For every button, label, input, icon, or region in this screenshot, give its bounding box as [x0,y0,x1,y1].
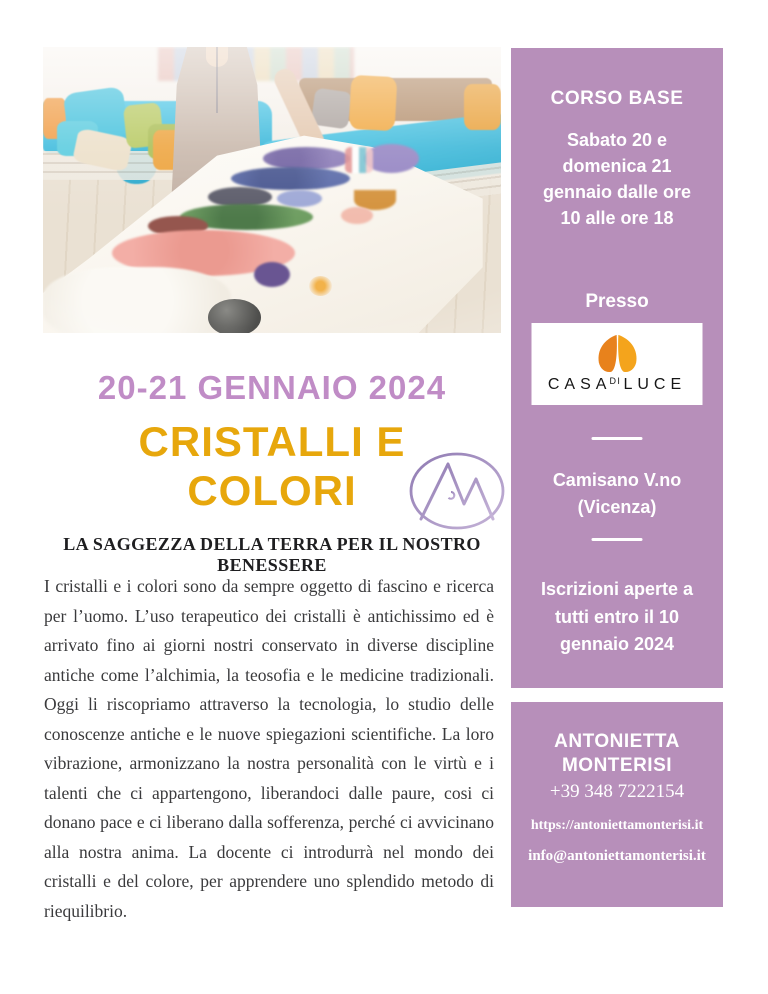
course-schedule: Sabato 20 e domenica 21 gennaio dalle ore 10 alle ore 18 [542,130,692,228]
course-level-label: CORSO BASE [550,88,684,109]
casa-di-luce-logo [532,323,703,405]
instructor-name: ANTONIETTA MONTERISI [554,731,680,776]
website-link[interactable]: https://antoniettamonterisi.it [530,818,704,833]
wordmark-casa: CASA [547,376,612,393]
sidebar-contact [511,702,723,907]
divider [592,538,643,541]
subtitle: LA SAGGEZZA DELLA TERRA PER IL NOSTRO BENESSERE [63,534,481,575]
divider [592,437,643,440]
email-link[interactable]: info@antoniettamonterisi.it [528,848,706,864]
wordmark-luce: LUCE [623,376,687,393]
casa-di-luce-wordmark [548,376,686,394]
course-title: CRISTALLI E COLORI [138,418,406,514]
photo-light-wash-overlay [43,47,501,333]
phone-number: +39 348 7222154 [549,781,685,802]
venue-location: Camisano V.no (Vicenza) [552,470,682,517]
date-heading: 20-21 GENNAIO 2024 [97,369,447,406]
antonietta-monterisi-monogram-logo [407,451,507,531]
registration-deadline: Iscrizioni aperte a tutti entro il 10 gennaio 2024 [540,579,694,654]
wordmark-di: DI [609,376,622,386]
body-paragraph: I cristalli e i colori sono da sempre oggetto di fascino e ricerca per l’uomo. L’uso terapeutico dei cristalli è antichissimo ed è arrivato fino ai giorni nostri conservato in diverse discipline antiche come l’alchimia, la teosofia e le medicine tradizionali. Oggi li riscopriamo attraverso la tecnologia, lo studio delle conoscenze antiche e le nuove spiegazioni scientifiche. La loro vibrazione, armonizzano la nostra personalità con le virtù e i talenti che ci appartengono, liberandoci dalle paure, cosi ci donano pace e ci liberano dalla sofferenza, perché ci avvicinano alla nostra anima. La docente ci introdurrà nel mondo dei cristalli e del colore, per apprendere uno splendido metodo di riequilibrio. [44,576,494,921]
sidebar-course-info [511,48,723,688]
course-photo [43,47,501,333]
venue-intro-label: Presso [585,291,649,312]
am-monogram-icon [407,451,507,531]
casa-di-luce-petals-icon [591,334,643,374]
